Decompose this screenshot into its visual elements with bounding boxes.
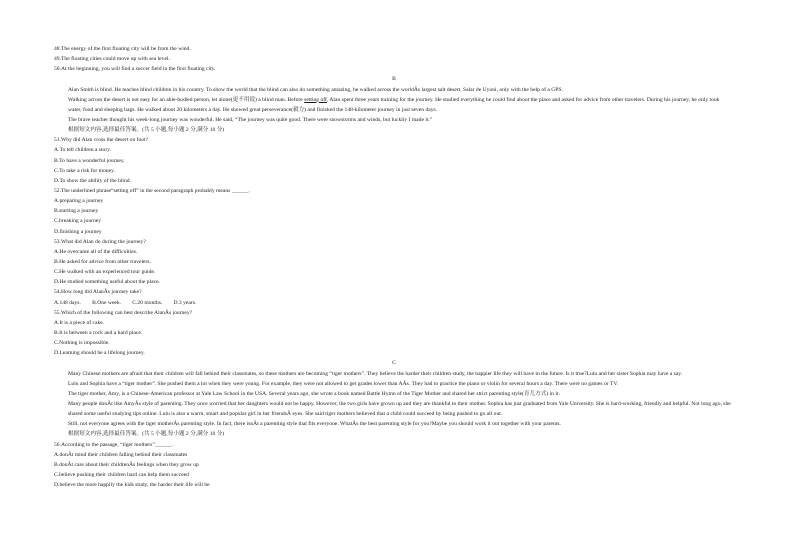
option-55c: C.Nothing is impossible. [54, 340, 110, 347]
option-55b: B.It is between a rock and a hard place. [54, 329, 143, 336]
option-53d: D.He studied something useful about the place. [54, 279, 160, 286]
passage-b-instruction: 根据短文内容,选择最佳答案。(共 5 小题,每小题 2 分,满分 10 分) [68, 127, 225, 134]
option-53c: C.He walked with an experienced tour guide. [54, 269, 156, 276]
option-53a: A.He overcame all of the difficulties. [54, 248, 138, 255]
option-52a: A.preparing a journey [54, 198, 104, 205]
option-56c: C.believe pushing their children hard can help them succeed [54, 471, 189, 478]
options-54: A.148 days. B.One week. C.20 months. D.3 years. [54, 299, 197, 306]
p2-text-after: , Alan spent three years training for the journey. He studied everything he could find about the place and asked for advice from other travelers. During his journey, he only took water, food and sleeping bags. He walked about 20 kilometers a day. He showed great perseverance(毅力) and finished the 148-kilometer journey in just seven days. [68, 96, 720, 113]
option-56d: D.believe the more happily the kids study, the harder their life will be [54, 482, 210, 489]
question-54: 54.How long did AlanÂs journey take? [54, 289, 142, 296]
question-52: 52.The underlined phrase“setting off” in the second paragraph probably means ______. [54, 188, 250, 194]
passage-b-paragraph-3: The brave teacher thought his week-long journey was wonderful. He said, “The journey was quite good. There were snowstorms and winds, but luckily I made it.” [68, 117, 433, 124]
passage-c-paragraph-1: Many Chinese mothers are afraid that their children will fall behind their classmates, so these mothers are becoming “tiger mothers”. They believe the harder their children study, the happier life they will have in the future. Is it true?Lulu and her sister Sophia may have a say. [68, 370, 683, 377]
question-49: 49.The floating cities could move up with sea level. [54, 56, 170, 63]
option-51c: C.To take a risk for money. [54, 167, 115, 174]
option-52c: C.breaking a journey [54, 218, 102, 225]
option-51d: D.To show the ability of the blind. [54, 177, 131, 184]
option-55a: A.It is a piece of cake. [54, 319, 105, 326]
passage-b-letter: B [392, 76, 396, 83]
underlined-phrase: setting off [304, 96, 327, 103]
option-51a: A.To tell children a story. [54, 147, 112, 154]
option-56b: B.donÂt care about their childrenÂs feelings when they grow up [54, 461, 199, 468]
option-55d: D.Learning should be a lifelong journey. [54, 350, 145, 357]
option-52d: D.finishing a journey [54, 228, 102, 235]
passage-b-paragraph-1: Alan Smith is blind. He teaches blind children in his country. To show the world that the blind can also do something amazing, he walked across the worldÂs largest salt desert, Salar de Uyuni, only with the help of a GPS. [68, 86, 563, 93]
question-56: 56.According to the passage, “tiger mothers”______. [54, 441, 173, 448]
p2-text-before: Walking across the desert is not easy for an able-bodied person, let alone(更不用说) a blind man. Before [68, 96, 305, 103]
passage-c-instruction: 根据短文内容,选择最佳答案。(共 5 小题,每小题 2 分,满分 10 分) [68, 431, 225, 438]
option-52b: B.starting a journey [54, 208, 99, 215]
option-51b: B.To have a wonderful journey. [54, 157, 125, 164]
passage-c-paragraph-2: Lulu and Sophia have a “tiger mother”. She pushed them a lot when they were young. For example, they were not allowed to get grades lower than AÂs. They had to practice the piano or violin for several hours a day. There were no games or TV. [68, 380, 619, 387]
passage-b-paragraph-2 [54, 95, 734, 115]
question-50: 50.At the beginning, you will find a soccer field in the first floating city. [54, 66, 216, 73]
passage-c-paragraph-3: The tiger mother, Amy, is a Chinese-American professor at Yale Law School in the USA. Several years ago, she wrote a book named Battle Hymn of the Tiger Mother and shared her strict parenting style(育儿方式) in it. [68, 390, 560, 397]
passage-c-letter: C [392, 360, 396, 367]
question-48: 48.The energy of the first floating city will be from the wind. [54, 46, 191, 52]
passage-c-paragraph-4: Many people donÂt like AmyÂs style of parenting. They once worried that her daughters would not be happy. However, the two girls have grown up and they are thankful to their mother. Sophia has just graduated from Yale University. She is hard-working, friendly and helpful. Not long ago, she shared some useful studying tips online. Lulu is also a warm, smart and popular girl in her friendsÂ eyes. She said tiger mothers believed that a child could succeed by being pushed to go all out. [68, 400, 731, 418]
option-56a: A.donÂt mind their children falling behind their classmates [54, 451, 188, 458]
question-51: 51.Why did Alan cross the desert on foot? [54, 137, 149, 144]
question-55: 55.Which of the following can best describe AlanÂs journey? [54, 309, 193, 316]
passage-c-paragraph-5: Still, not everyone agrees with the tiger motherÂs parenting style. In fact, there isnÂt a parenting style that fits everyone. WhatÂs the best parenting style for you?Maybe you should work it out together with your parents. [68, 421, 561, 428]
question-53: 53.What did Alan do during the journey? [54, 238, 146, 245]
option-53b: B.He asked for advice from other travelers. [54, 258, 151, 265]
